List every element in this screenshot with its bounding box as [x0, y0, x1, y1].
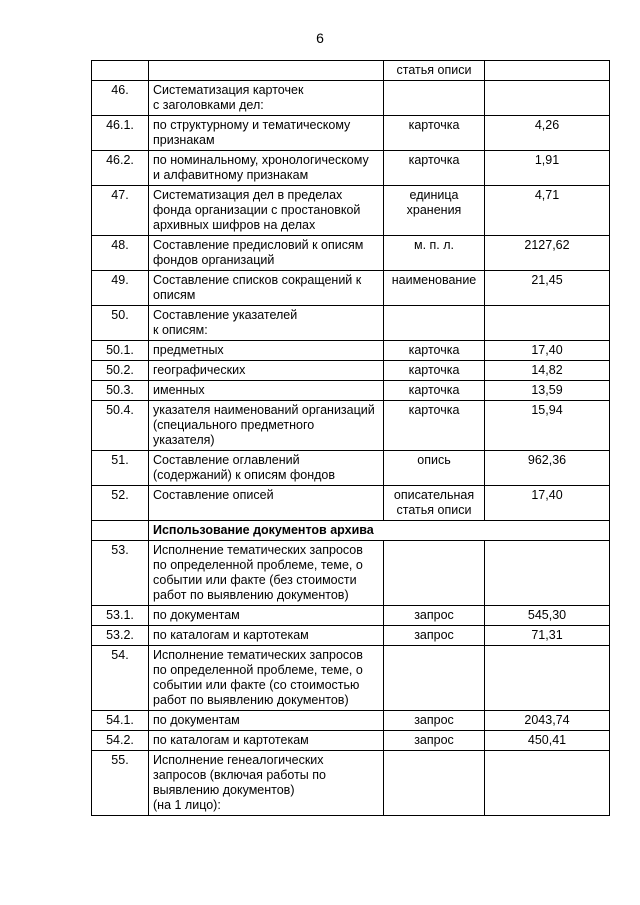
cell-unit: карточка	[384, 151, 485, 186]
cell-unit: опись	[384, 451, 485, 486]
cell-num: 49.	[92, 271, 149, 306]
cell-desc: Составление указателей к описям:	[149, 306, 384, 341]
cell-desc: Составление оглавлений (содержаний) к описям фондов	[149, 451, 384, 486]
table-row	[92, 236, 610, 271]
table-row	[92, 151, 610, 186]
cell-price: 17,40	[485, 486, 610, 521]
cell-num: 46.2.	[92, 151, 149, 186]
cell-desc: по документам	[149, 711, 384, 731]
table-row	[92, 486, 610, 521]
table-row	[92, 711, 610, 731]
cell-num: 54.2.	[92, 731, 149, 751]
cell-num	[92, 61, 149, 81]
cell-desc: по каталогам и картотекам	[149, 731, 384, 751]
cell-unit: запрос	[384, 606, 485, 626]
tariff-table	[91, 60, 610, 816]
cell-num: 54.1.	[92, 711, 149, 731]
cell-num: 53.2.	[92, 626, 149, 646]
cell-desc: по структурному и тематическому признакам	[149, 116, 384, 151]
cell-desc: по документам	[149, 606, 384, 626]
cell-num: 53.	[92, 541, 149, 606]
cell-num: 50.2.	[92, 361, 149, 381]
cell-price: 4,71	[485, 186, 610, 236]
cell-price	[485, 81, 610, 116]
cell-unit: запрос	[384, 626, 485, 646]
cell-price: 21,45	[485, 271, 610, 306]
cell-price: 4,26	[485, 116, 610, 151]
cell-desc: Исполнение тематических запросов по определенной проблеме, теме, о событии или факте (без стоимости работ по выявлению документов)	[149, 541, 384, 606]
table-row	[92, 81, 610, 116]
cell-price: 13,59	[485, 381, 610, 401]
cell-desc: по каталогам и картотекам	[149, 626, 384, 646]
cell-unit: запрос	[384, 711, 485, 731]
cell-unit	[384, 751, 485, 816]
cell-num: 46.	[92, 81, 149, 116]
cell-unit: описательная статья описи	[384, 486, 485, 521]
cell-desc: Систематизация дел в пределах фонда организации с простановкой архивных шифров на делах	[149, 186, 384, 236]
cell-num: 52.	[92, 486, 149, 521]
cell-unit: м. п. л.	[384, 236, 485, 271]
cell-unit	[384, 541, 485, 606]
table-row	[92, 341, 610, 361]
cell-price: 962,36	[485, 451, 610, 486]
table-row	[92, 361, 610, 381]
table-row	[92, 541, 610, 606]
cell-price	[485, 61, 610, 81]
section-row	[92, 521, 610, 541]
cell-desc: Составление списков сокращений к описям	[149, 271, 384, 306]
table-row	[92, 186, 610, 236]
cell-price	[485, 306, 610, 341]
cell-num: 50.4.	[92, 401, 149, 451]
cell-price	[485, 541, 610, 606]
cell-unit: запрос	[384, 731, 485, 751]
cell-num: 47.	[92, 186, 149, 236]
section-title: Использование документов архива	[149, 521, 610, 541]
cell-num	[92, 521, 149, 541]
cell-num: 50.1.	[92, 341, 149, 361]
cell-price: 450,41	[485, 731, 610, 751]
cell-num: 51.	[92, 451, 149, 486]
cell-price: 2127,62	[485, 236, 610, 271]
cell-unit: карточка	[384, 401, 485, 451]
cell-price: 1,91	[485, 151, 610, 186]
cell-num: 54.	[92, 646, 149, 711]
cell-unit	[384, 646, 485, 711]
cell-unit: наименование	[384, 271, 485, 306]
table-row-continuation	[92, 61, 610, 81]
cell-unit: единица хранения	[384, 186, 485, 236]
table-row	[92, 271, 610, 306]
cell-price	[485, 646, 610, 711]
cell-desc: именных	[149, 381, 384, 401]
cell-price: 71,31	[485, 626, 610, 646]
cell-desc	[149, 61, 384, 81]
cell-desc: Систематизация карточек с заголовками дел:	[149, 81, 384, 116]
table-row	[92, 606, 610, 626]
cell-price: 545,30	[485, 606, 610, 626]
table-row	[92, 306, 610, 341]
cell-num: 48.	[92, 236, 149, 271]
table-row	[92, 451, 610, 486]
cell-unit	[384, 81, 485, 116]
cell-price: 17,40	[485, 341, 610, 361]
cell-unit	[384, 306, 485, 341]
cell-desc: указателя наименований организаций (специального предметного указателя)	[149, 401, 384, 451]
cell-price: 14,82	[485, 361, 610, 381]
cell-desc: Исполнение тематических запросов по определенной проблеме, теме, о событии или факте (со стоимостью работ по выявлению документов)	[149, 646, 384, 711]
cell-price: 2043,74	[485, 711, 610, 731]
cell-unit: карточка	[384, 381, 485, 401]
table-row	[92, 401, 610, 451]
cell-num: 46.1.	[92, 116, 149, 151]
cell-unit: карточка	[384, 341, 485, 361]
table-row	[92, 646, 610, 711]
cell-unit: статья описи	[384, 61, 485, 81]
cell-num: 50.	[92, 306, 149, 341]
cell-desc: Составление описей	[149, 486, 384, 521]
cell-price	[485, 751, 610, 816]
cell-desc: по номинальному, хронологическому и алфавитному признакам	[149, 151, 384, 186]
cell-price: 15,94	[485, 401, 610, 451]
cell-num: 55.	[92, 751, 149, 816]
table-row	[92, 751, 610, 816]
cell-num: 53.1.	[92, 606, 149, 626]
cell-desc: Исполнение генеалогических запросов (включая работы по выявлению документов) (на 1 лицо):	[149, 751, 384, 816]
page-number: 6	[316, 30, 324, 46]
cell-desc: Составление предисловий к описям фондов организаций	[149, 236, 384, 271]
cell-num: 50.3.	[92, 381, 149, 401]
table-row	[92, 626, 610, 646]
cell-unit: карточка	[384, 361, 485, 381]
cell-unit: карточка	[384, 116, 485, 151]
table-row	[92, 381, 610, 401]
cell-desc: географических	[149, 361, 384, 381]
table-row	[92, 731, 610, 751]
cell-desc: предметных	[149, 341, 384, 361]
table-row	[92, 116, 610, 151]
